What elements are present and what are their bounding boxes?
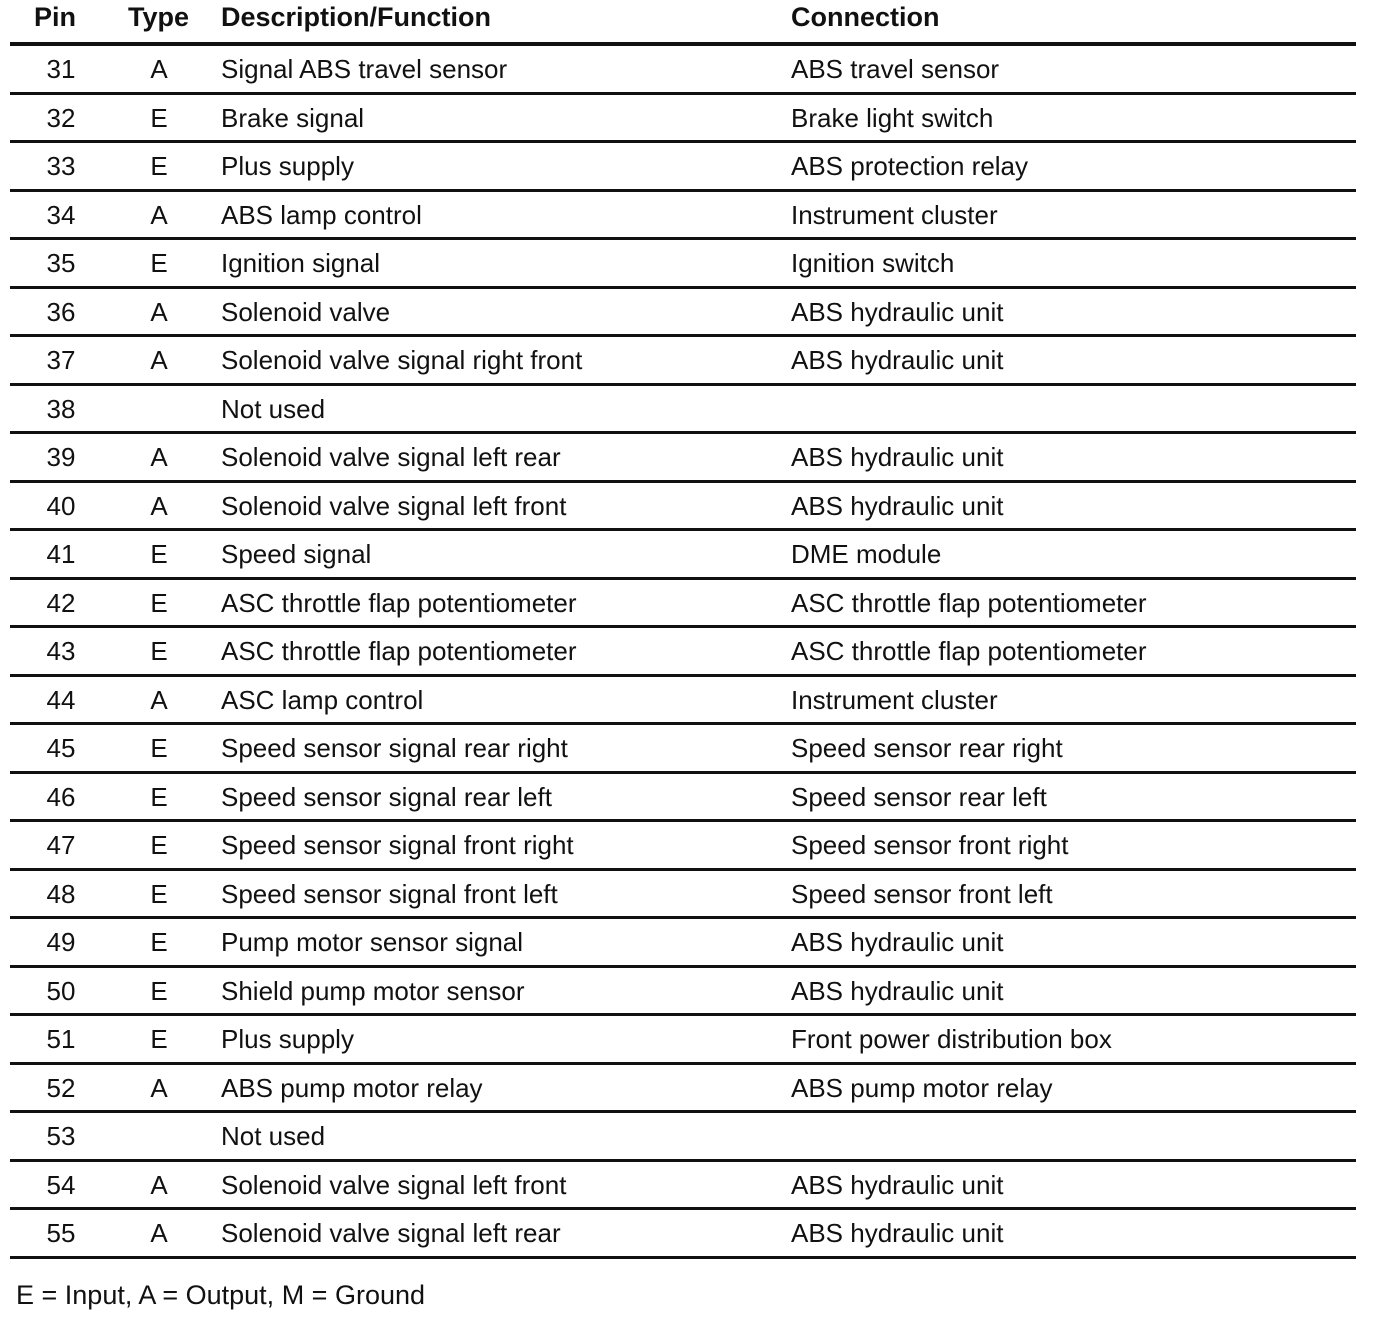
cell-connection: ABS hydraulic unit: [791, 442, 1004, 472]
table-row: [10, 434, 1356, 483]
table-row: [10, 871, 1356, 920]
cell-description: Ignition signal: [221, 248, 380, 278]
cell-pin: 50: [46, 975, 76, 1006]
cell-type: E: [150, 878, 168, 909]
table-row: [10, 143, 1356, 192]
cell-pin: 36: [46, 296, 76, 327]
cell-type: A: [150, 1218, 168, 1248]
cell-connection: Speed sensor front right: [791, 830, 1069, 860]
table-row: [10, 580, 1356, 629]
cell-description: Not used: [221, 1121, 326, 1151]
table-row: [10, 919, 1356, 968]
table-row: [10, 289, 1356, 338]
cell-type: E: [150, 1024, 168, 1054]
cell-type: E: [150, 248, 168, 278]
cell-pin: 43: [46, 636, 76, 666]
table-row: [10, 95, 1356, 144]
cell-connection: ASC throttle flap potentiometer: [791, 636, 1147, 666]
cell-type: A: [150, 345, 168, 375]
header-connection: Connection: [791, 2, 940, 32]
table-row: [10, 822, 1356, 871]
cell-type: E: [150, 151, 168, 181]
cell-type: A: [150, 1169, 168, 1200]
cell-pin: 39: [46, 442, 76, 472]
cell-description: ABS lamp control: [221, 199, 422, 230]
cell-description: Not used: [221, 393, 326, 424]
cell-connection: Brake light switch: [791, 102, 994, 133]
table-row: [10, 628, 1356, 677]
table-row: [10, 774, 1356, 823]
cell-type: E: [150, 539, 168, 569]
cell-connection: DME module: [791, 539, 942, 569]
cell-pin: 40: [46, 490, 76, 521]
cell-type: A: [150, 296, 168, 327]
cell-pin: 32: [46, 102, 76, 133]
cell-connection: ABS pump motor relay: [791, 1072, 1053, 1103]
cell-type: E: [150, 102, 168, 133]
cell-description: ABS pump motor relay: [221, 1072, 483, 1103]
cell-description: Solenoid valve signal left front: [221, 490, 567, 521]
legend-footnote: E = Input, A = Output, M = Ground: [16, 1280, 426, 1310]
table-row: [10, 677, 1356, 726]
cell-description: Speed sensor signal front right: [221, 830, 574, 860]
cell-pin: 41: [46, 539, 76, 569]
cell-type: A: [150, 199, 168, 230]
cell-description: Plus supply: [221, 1024, 354, 1054]
cell-description: Solenoid valve signal right front: [221, 345, 583, 375]
cell-connection: ABS hydraulic unit: [791, 345, 1004, 375]
cell-description: Pump motor sensor signal: [221, 927, 524, 957]
cell-type: E: [150, 927, 168, 957]
cell-description: Speed signal: [221, 539, 372, 569]
cell-description: Solenoid valve signal left rear: [221, 442, 561, 472]
table-row: [10, 386, 1356, 435]
cell-connection: Instrument cluster: [791, 199, 998, 230]
cell-pin: 44: [46, 684, 76, 715]
cell-connection: ABS hydraulic unit: [791, 490, 1004, 521]
cell-connection: Speed sensor rear left: [791, 781, 1047, 812]
header-type: Type: [128, 2, 190, 32]
cell-type: E: [150, 830, 168, 860]
cell-type: E: [150, 781, 168, 812]
cell-connection: ABS hydraulic unit: [791, 1169, 1004, 1200]
table-row: [10, 725, 1356, 774]
cell-description: Solenoid valve signal left front: [221, 1169, 567, 1200]
table-row: [10, 1113, 1356, 1162]
table-row: [10, 240, 1356, 289]
table-row: [10, 1162, 1356, 1211]
cell-pin: 34: [46, 199, 76, 230]
cell-pin: 33: [46, 151, 76, 181]
table-row: [10, 46, 1356, 95]
cell-pin: 38: [46, 393, 76, 424]
cell-pin: 42: [46, 587, 76, 618]
table-row: [10, 337, 1356, 386]
cell-connection: ABS travel sensor: [791, 54, 1000, 84]
cell-pin: 45: [46, 733, 76, 763]
cell-connection: Instrument cluster: [791, 684, 998, 715]
cell-type: E: [150, 733, 168, 763]
table-header: [10, 0, 1356, 42]
cell-pin: 52: [46, 1072, 76, 1103]
cell-pin: 31: [46, 54, 76, 84]
cell-type: E: [150, 975, 168, 1006]
table-row: [10, 192, 1356, 241]
cell-pin: 48: [46, 878, 76, 909]
cell-type: E: [150, 587, 168, 618]
table-body: [10, 46, 1356, 1259]
table-row: [10, 1016, 1356, 1065]
cell-type: A: [150, 442, 168, 472]
cell-description: ASC throttle flap potentiometer: [221, 636, 577, 666]
cell-description: Speed sensor signal rear right: [221, 733, 568, 763]
cell-description: Speed sensor signal rear left: [221, 781, 552, 812]
pin-table: [10, 0, 1356, 1259]
cell-description: Signal ABS travel sensor: [221, 54, 508, 84]
header-pin: Pin: [34, 2, 77, 32]
cell-connection: ABS hydraulic unit: [791, 975, 1004, 1006]
cell-description: Solenoid valve signal left rear: [221, 1218, 561, 1248]
table-row: [10, 1210, 1356, 1259]
table-row: [10, 968, 1356, 1017]
cell-connection: ABS hydraulic unit: [791, 296, 1004, 327]
cell-type: A: [150, 54, 168, 84]
cell-connection: ASC throttle flap potentiometer: [791, 587, 1147, 618]
cell-pin: 53: [46, 1121, 76, 1151]
cell-description: Solenoid valve: [221, 296, 391, 327]
table-row: [10, 531, 1356, 580]
table-row: [10, 483, 1356, 532]
header-description: Description/Function: [221, 2, 491, 32]
cell-pin: 47: [46, 830, 76, 860]
cell-type: E: [150, 636, 168, 666]
cell-connection: Speed sensor front left: [791, 878, 1053, 909]
cell-pin: 54: [46, 1169, 76, 1200]
cell-description: ASC throttle flap potentiometer: [221, 587, 577, 618]
cell-type: A: [150, 1072, 168, 1103]
cell-pin: 46: [46, 781, 76, 812]
cell-connection: Ignition switch: [791, 248, 955, 278]
cell-type: A: [150, 684, 168, 715]
cell-pin: 51: [46, 1024, 76, 1054]
cell-pin: 35: [46, 248, 76, 278]
cell-description: Speed sensor signal front left: [221, 878, 558, 909]
cell-pin: 49: [46, 927, 76, 957]
cell-type: A: [150, 490, 168, 521]
cell-connection: ABS hydraulic unit: [791, 1218, 1004, 1248]
cell-pin: 55: [46, 1218, 76, 1248]
cell-pin: 37: [46, 345, 76, 375]
cell-description: ASC lamp control: [221, 684, 424, 715]
cell-connection: ABS protection relay: [791, 151, 1029, 181]
cell-connection: Speed sensor rear right: [791, 733, 1063, 763]
cell-description: Brake signal: [221, 102, 365, 133]
cell-connection: Front power distribution box: [791, 1024, 1112, 1054]
cell-description: Plus supply: [221, 151, 354, 181]
cell-description: Shield pump motor sensor: [221, 975, 525, 1006]
cell-connection: ABS hydraulic unit: [791, 927, 1004, 957]
table-row: [10, 1065, 1356, 1114]
